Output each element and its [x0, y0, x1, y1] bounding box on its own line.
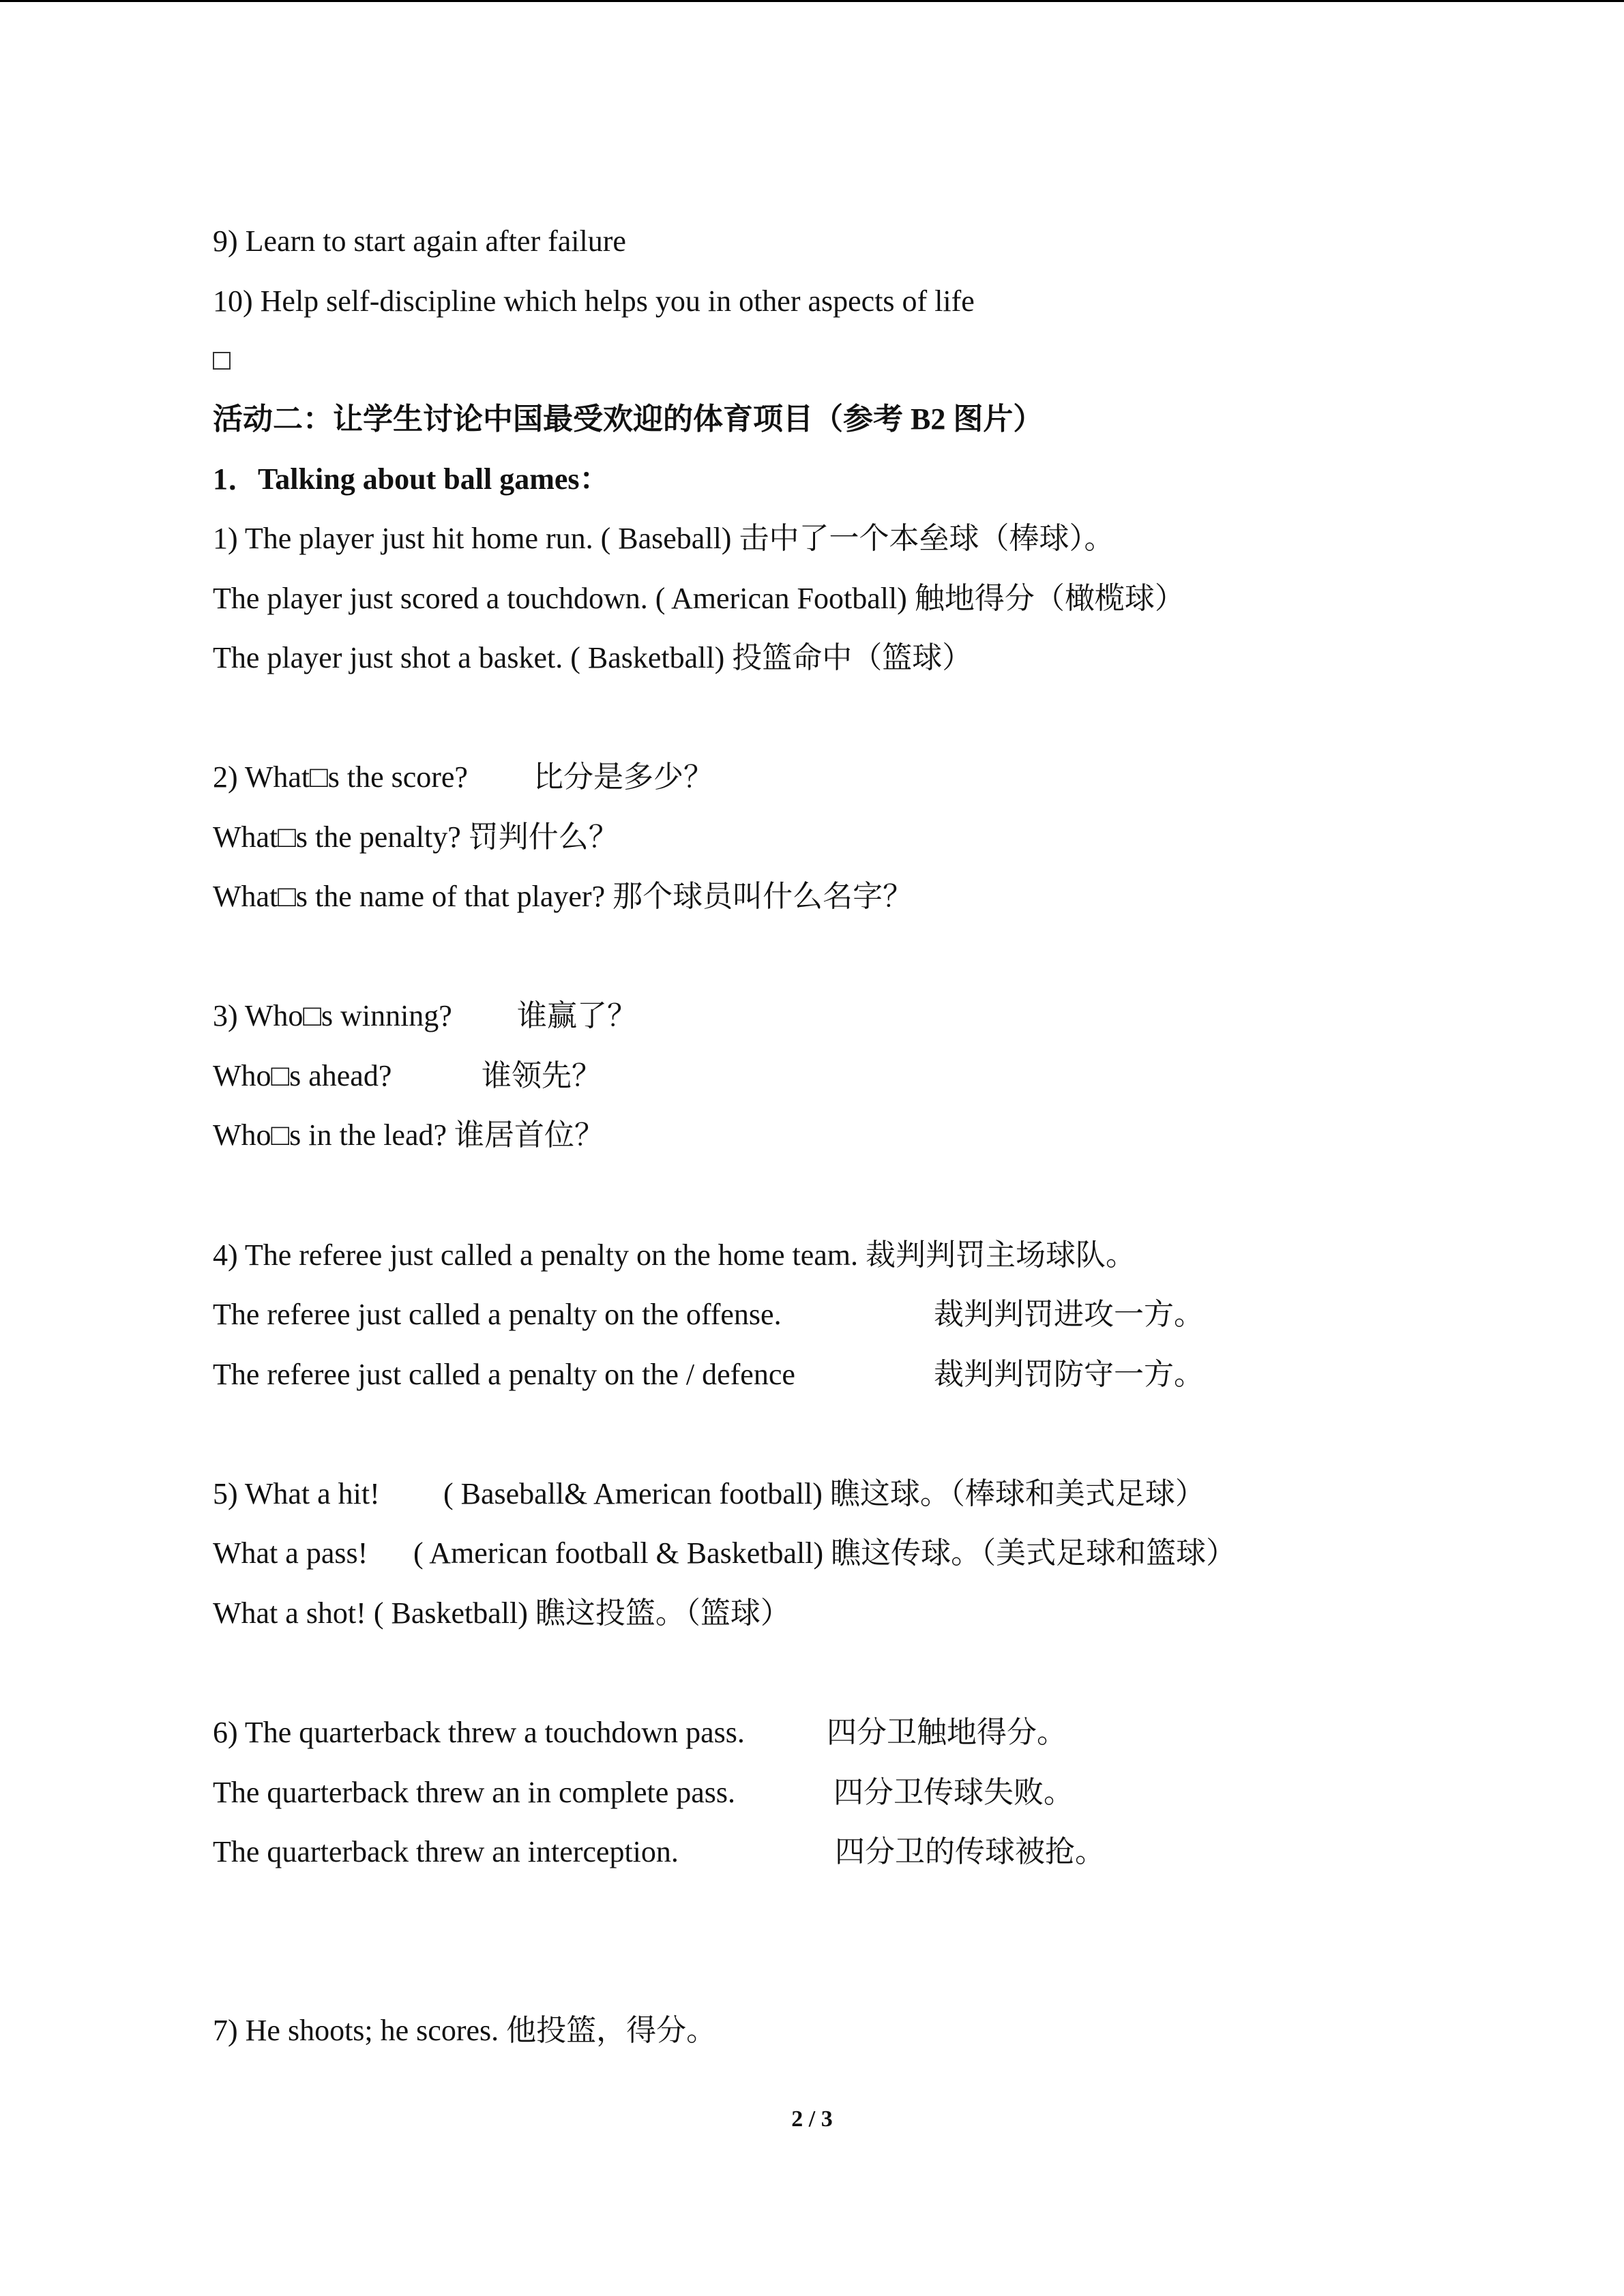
text-line: [213, 757, 713, 798]
english-phrase: The referee just called a penalty on the / defence: [213, 1358, 795, 1391]
text-line: 1) The player just hit home run. ( Baseball) 击中了一个本垒球（棒球）。: [213, 522, 1114, 555]
page-number: 2 / 3: [791, 2106, 833, 2132]
text-line: [213, 1354, 1204, 1395]
chinese-translation: ( Baseball& American football) 瞧这球。（棒球和美式足球）: [443, 1477, 1205, 1510]
chinese-translation: 四分卫触地得分。: [827, 1716, 1067, 1749]
english-phrase: 6) The quarterback threw a touchdown pass.: [213, 1716, 745, 1749]
text-line: [213, 1772, 1074, 1813]
chinese-translation: 谁赢了？: [517, 999, 637, 1032]
text-line: [213, 1712, 1067, 1753]
english-phrase: The referee just called a penalty on the offense.: [213, 1298, 782, 1331]
text-line: The player just scored a touchdown. ( American Football) 触地得分（橄榄球）: [213, 582, 1185, 615]
text-line: [213, 1474, 1205, 1515]
chinese-translation: ( American football & Basketball) 瞧这传球。（美式足球和篮球）: [413, 1536, 1237, 1570]
chinese-translation: 四分卫传球失败。: [833, 1776, 1074, 1809]
text-line: [213, 1294, 1204, 1335]
list-item: 10) Help self-discipline which helps you in other aspects of life: [213, 284, 975, 318]
text-line: [213, 1533, 1237, 1574]
subsection-heading: 1．Talking about ball games：: [213, 462, 610, 496]
english-phrase: Who□s ahead?: [213, 1059, 392, 1092]
english-phrase: 5) What a hit!: [213, 1477, 380, 1510]
english-phrase: What a pass!: [213, 1536, 368, 1570]
english-phrase: 3) Who□s winning?: [213, 999, 452, 1032]
text-line: [213, 996, 637, 1037]
text-line: What□s the name of that player? 那个球员叫什么名字？: [213, 880, 913, 913]
chinese-translation: 谁领先？: [482, 1059, 602, 1092]
text-line: [213, 1056, 602, 1097]
english-phrase: The quarterback threw an interception.: [213, 1835, 679, 1868]
checkbox-glyph: [213, 340, 231, 381]
text-line: The player just shot a basket. ( Basketball) 投篮命中（篮球）: [213, 641, 973, 674]
chinese-translation: 裁判判罚进攻一方。: [934, 1298, 1204, 1331]
chinese-translation: 裁判判罚防守一方。: [934, 1358, 1204, 1391]
text-line: What a shot! ( Basketball) 瞧这投篮。（篮球）: [213, 1596, 791, 1630]
chinese-translation: 比分是多少？: [533, 760, 713, 794]
square-icon: [213, 352, 231, 370]
english-phrase: 2) What□s the score?: [213, 760, 468, 794]
text-line: What□s the penalty? 罚判什么？: [213, 820, 619, 854]
text-line: 7) He shoots; he scores. 他投篮，得分。: [213, 2014, 717, 2047]
list-item: 9) Learn to start again after failure: [213, 224, 626, 258]
english-phrase: The quarterback threw an in complete pass.: [213, 1776, 736, 1809]
text-line: 4) The referee just called a penalty on the home team. 裁判判罚主场球队。: [213, 1238, 1136, 1272]
section-heading: 活动二：让学生讨论中国最受欢迎的体育项目（参考 B2 图片）: [213, 402, 1044, 436]
text-line: [213, 1832, 1105, 1873]
text-line: Who□s in the lead? 谁居首位？: [213, 1118, 605, 1152]
chinese-translation: 四分卫的传球被抢。: [835, 1835, 1105, 1868]
